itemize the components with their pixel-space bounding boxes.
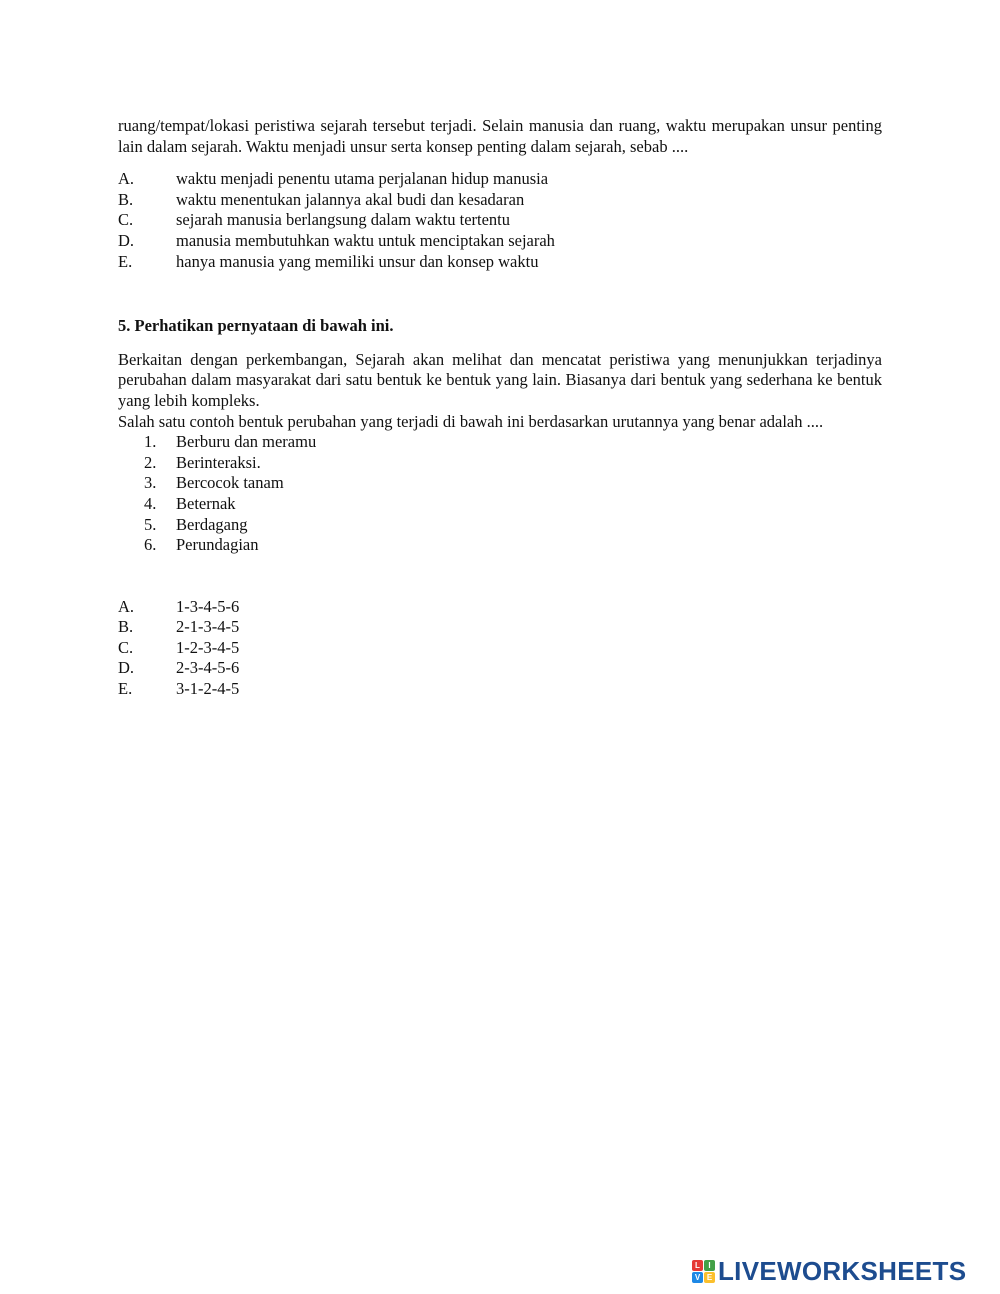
list-item: 5. Berdagang — [144, 514, 248, 534]
q5-title: 5. Perhatikan pernyataan di bawah ini. — [118, 316, 394, 336]
list-item: 3. Bercocok tanam — [144, 473, 284, 493]
list-item: 4. Beternak — [144, 493, 236, 513]
q5-paragraph-2: Salah satu contoh bentuk perubahan yang terjadi di bawah ini berdasarkan urutannya yang benar adalah .... — [118, 411, 824, 431]
liveworksheets-logo — [692, 1256, 966, 1287]
q5-option-d: D. 2-3-4-5-6 — [118, 658, 240, 678]
q4-option-c: C. sejarah manusia berlangsung dalam waktu tertentu — [118, 210, 511, 230]
live-blocks-icon: L I V E — [692, 1260, 715, 1283]
q4-stem: ruang/tempat/lokasi peristiwa sejarah tersebut terjadi. Selain manusia dan ruang, waktu merupakan unsur penting lain dalam sejarah. Waktu menjadi unsur serta konsep penting dalam sejarah, sebab .... — [118, 116, 882, 156]
q5-options — [118, 597, 882, 700]
q4-option-e: E. hanya manusia yang memiliki unsur dan konsep waktu — [118, 251, 539, 271]
brand-wordmark: LIVEWORKSHEETS — [718, 1256, 967, 1286]
q5-numbered-list — [144, 432, 882, 556]
list-item: 2. Berinteraksi. — [144, 452, 261, 472]
list-item: 1. Berburu dan meramu — [144, 432, 317, 452]
q5-option-c: C. 1-2-3-4-5 — [118, 637, 240, 657]
q4-option-d: D. manusia membutuhkan waktu untuk menciptakan sejarah — [118, 230, 555, 250]
list-item: 6. Perundagian — [144, 535, 259, 555]
q5-option-e: E. 3-1-2-4-5 — [118, 679, 240, 699]
q5-option-b: B. 2-1-3-4-5 — [118, 617, 240, 637]
q4-option-a: A. waktu menjadi penentu utama perjalanan hidup manusia — [118, 169, 549, 189]
q5-option-a: A. 1-3-4-5-6 — [118, 596, 240, 616]
worksheet-content — [118, 116, 882, 700]
q5-paragraph-1: Berkaitan dengan perkembangan, Sejarah akan melihat dan mencatat peristiwa yang menunjukkan terjadinya perubahan dalam masyarakat dari satu bentuk ke bentuk yang lain. Biasanya dari bentuk yang sederhana ke bentuk yang lebih kompleks. — [118, 349, 882, 410]
q4-options — [118, 169, 882, 272]
q4-option-b: B. waktu menentukan jalannya akal budi dan kesadaran — [118, 189, 525, 209]
